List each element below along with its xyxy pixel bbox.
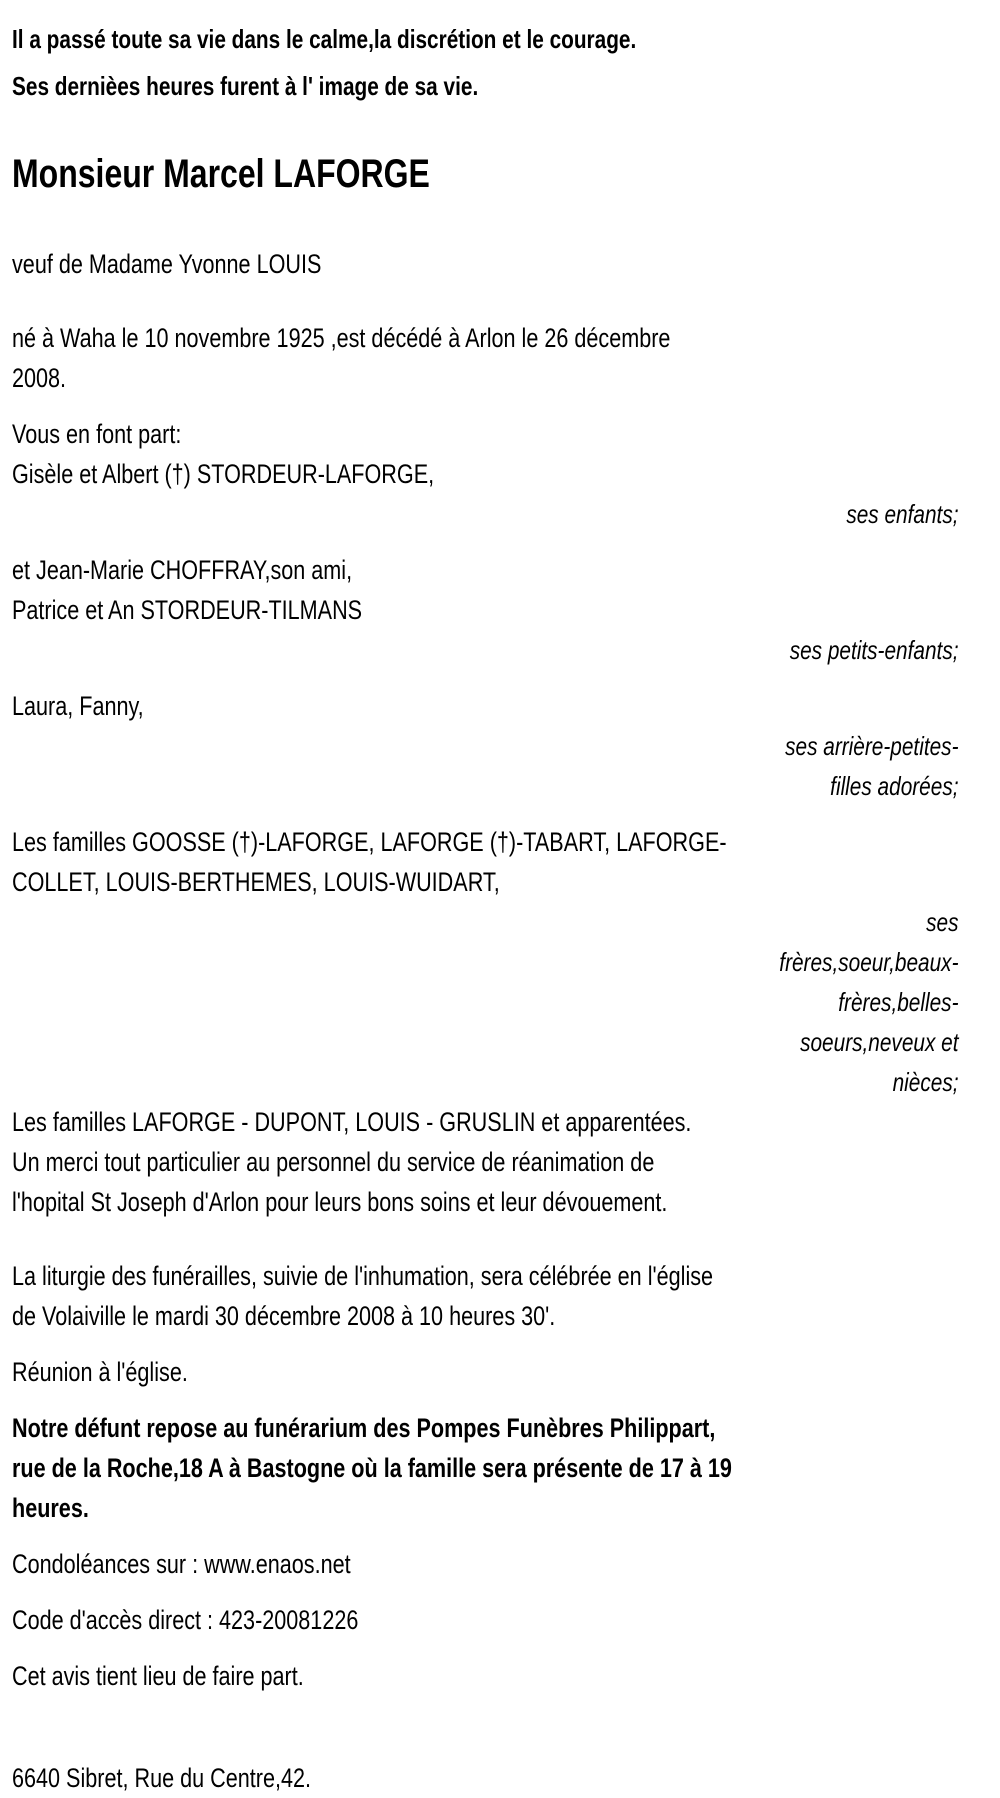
top-spacer <box>12 0 958 16</box>
relation-label-freres-line-1: ses <box>925 907 958 937</box>
access-code-line-text: Code d'accès direct : 423-20081226 <box>12 1605 359 1635</box>
family-name-line <box>12 590 958 630</box>
relation-label-petits-enfants-text: ses petits-enfants; <box>789 635 958 665</box>
intro-line-1-text: Il a passé toute sa vie dans le calme,la discrétion et le courage. <box>12 24 637 54</box>
relation-label-freres-line-4: soeurs,neveux et <box>799 1027 958 1057</box>
access-code-line <box>12 1600 958 1640</box>
funerarium-line-2-text: rue de la Roche,18 A à Bastogne où la famille sera présente de 17 à 19 <box>12 1453 732 1483</box>
condolences-line <box>12 1544 958 1584</box>
spacer-group-2 <box>12 670 958 686</box>
spacer-before-condolences <box>12 1528 958 1544</box>
spacer-before-announce <box>12 398 958 414</box>
spacer-before-dates <box>12 284 958 318</box>
relation-label-freres-cont <box>12 982 958 1022</box>
relation-label-enfants <box>12 494 958 534</box>
relation-label-freres-cont <box>12 1022 958 1062</box>
spouse-line <box>12 244 958 284</box>
liturgy-line-1-text: La liturgie des funérailles, suivie de l'inhumation, sera célébrée en l'église <box>12 1261 714 1291</box>
family-name-text: et Jean-Marie CHOFFRAY,son ami, <box>12 555 353 585</box>
spacer-before-spouse <box>12 198 958 244</box>
family-name-text: COLLET, LOUIS-BERTHEMES, LOUIS-WUIDART, <box>12 867 500 897</box>
liturgy-line-1 <box>12 1256 958 1296</box>
faire-part-line-text: Cet avis tient lieu de faire part. <box>12 1661 304 1691</box>
spouse-line-text: veuf de Madame Yvonne LOUIS <box>12 249 322 279</box>
family-name-line <box>12 822 958 862</box>
birth-death-line-2-text: 2008. <box>12 363 67 393</box>
other-families-line <box>12 1102 958 1142</box>
family-name-text: Patrice et An STORDEUR-TILMANS <box>12 595 363 625</box>
family-name-text: Les familles GOOSSE (†)-LAFORGE, LAFORGE (†)-TABART, LAFORGE- <box>12 827 727 857</box>
thanks-line-1 <box>12 1142 958 1182</box>
other-families-text: Les familles LAFORGE - DUPONT, LOUIS - GRUSLIN et apparentées. <box>12 1107 692 1137</box>
liturgy-line-2 <box>12 1296 958 1336</box>
relation-label-arriere-line-1: ses arrière-petites- <box>784 731 958 761</box>
funerarium-line-2 <box>12 1448 958 1488</box>
family-name-line <box>12 550 958 590</box>
funerarium-line-3 <box>12 1488 958 1528</box>
spacer-before-meeting <box>12 1336 958 1352</box>
relation-label-freres-line-3: frères,belles- <box>837 987 958 1017</box>
relation-label-arriere-petites-filles <box>12 726 958 766</box>
family-name-line <box>12 862 958 902</box>
family-name-line <box>12 686 958 726</box>
funerarium-line-1-text: Notre défunt repose au funérarium des Pompes Funèbres Philippart, <box>12 1413 716 1443</box>
spacer-before-name <box>12 110 958 150</box>
spacer-code-fairepart <box>12 1640 958 1656</box>
spacer-before-liturgy <box>12 1222 958 1256</box>
relation-label-freres-cont <box>12 1062 958 1102</box>
relation-label-freres-cont <box>12 942 958 982</box>
spacer-before-funerarium <box>12 1392 958 1408</box>
spacer-group-3 <box>12 806 958 822</box>
announce-label-text: Vous en font part: <box>12 419 182 449</box>
address-line-text: 6640 Sibret, Rue du Centre,42. <box>12 1763 311 1793</box>
birth-death-line-1-text: né à Waha le 10 novembre 1925 ,est décédé à Arlon le 26 décembre <box>12 323 671 353</box>
spacer-condolences-code <box>12 1584 958 1600</box>
deceased-name <box>12 150 958 198</box>
spacer-group-1 <box>12 534 958 550</box>
spacer-before-address <box>12 1696 958 1758</box>
birth-death-line-1 <box>12 318 958 358</box>
meeting-line-text: Réunion à l'église. <box>12 1357 188 1387</box>
funerarium-line-3-text: heures. <box>12 1493 89 1523</box>
family-name-text: Laura, Fanny, <box>12 691 144 721</box>
relation-label-freres-line-5: nièces; <box>892 1067 958 1097</box>
intro-line-2-text: Ses dernièes heures furent à l' image de sa vie. <box>12 71 479 101</box>
relation-label-petits-enfants <box>12 630 958 670</box>
deceased-name-text: Monsieur Marcel LAFORGE <box>12 152 430 196</box>
faire-part-line <box>12 1656 958 1696</box>
relation-label-freres-line-2: frères,soeur,beaux- <box>778 947 958 977</box>
obituary-content <box>12 0 958 1798</box>
thanks-line-2-text: l'hopital St Joseph d'Arlon pour leurs bons soins et leur dévouement. <box>12 1187 668 1217</box>
family-name-line <box>12 454 958 494</box>
announce-label <box>12 414 958 454</box>
family-name-text: Gisèle et Albert (†) STORDEUR-LAFORGE, <box>12 459 435 489</box>
address-line <box>12 1758 958 1798</box>
intro-line-2 <box>12 63 958 110</box>
condolences-line-text: Condoléances sur : www.enaos.net <box>12 1549 351 1579</box>
relation-label-enfants-text: ses enfants; <box>845 499 958 529</box>
relation-label-arriere-petites-filles-cont <box>12 766 958 806</box>
funerarium-line-1 <box>12 1408 958 1448</box>
relation-label-arriere-line-2: filles adorées; <box>829 771 958 801</box>
thanks-line-2 <box>12 1182 958 1222</box>
meeting-line <box>12 1352 958 1392</box>
thanks-line-1-text: Un merci tout particulier au personnel du service de réanimation de <box>12 1147 655 1177</box>
birth-death-line-2 <box>12 358 958 398</box>
relation-label-freres <box>12 902 958 942</box>
intro-line-1 <box>12 16 958 63</box>
liturgy-line-2-text: de Volaiville le mardi 30 décembre 2008 à 10 heures 30'. <box>12 1301 556 1331</box>
